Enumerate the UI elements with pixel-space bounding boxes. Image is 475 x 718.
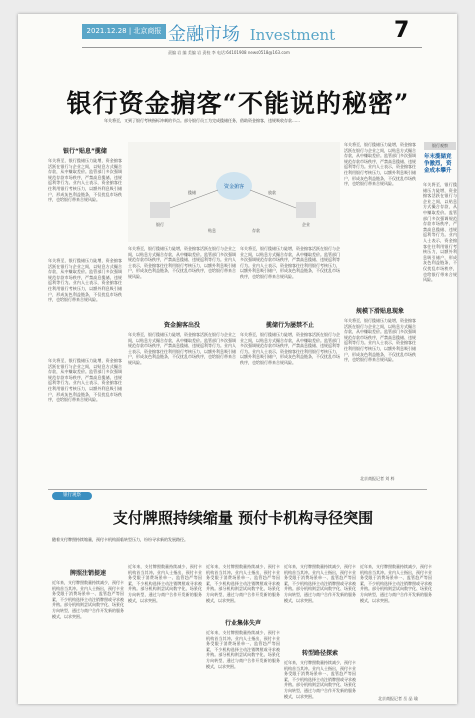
subhead-2: 资金掮客出没 bbox=[163, 322, 200, 329]
column-text: 年关将至，银行揽储压力陡增，资金掮客活跃在银行与企业之间，以贴息方式撮合存款，从中赚取差价。监管部门多次强调规范存款市场秩序，严禁高息揽储、违规返利等行为。业内人士表示，资金掮客往往利用银行考核压力，以额外利息吸引储户，形成灰色利益链条，不仅扰乱市场秩序，也给银行带来合规风险。 bbox=[48, 158, 122, 203]
subhead-b3: 转型路径探索 bbox=[301, 650, 338, 657]
illus-label: 企业 bbox=[302, 222, 310, 227]
illus-label: 存款 bbox=[252, 228, 260, 233]
sidebar-badge: 银行观察 bbox=[424, 142, 456, 150]
header-rule bbox=[82, 47, 422, 48]
column-text: 年关将至，银行揽储压力陡增，资金掮客活跃在银行与企业之间，以贴息方式撮合存款，从中赚取差价。监管部门多次强调规范存款市场秩序，严禁高息揽储、违规返利等行为。业内人士表示，资金掮客往往利用银行考核压力，以额外利息吸引储户，形成灰色利益链条，不仅扰乱市场秩序，也给银行带来合规风险。 bbox=[423, 182, 457, 283]
column-text: 近年来，支付牌照数量持续减少，预付卡机构首当其冲。业内人士指出，预付卡业务受限于消费场景单一、监管趋严等因素，不少机构选择主动注销牌照或寻求被并购。部分机构则尝试向数字化、场景化方向转型，通过与商户合作开发新的服务模式，以求突围。 bbox=[360, 564, 432, 603]
column-text: 年关将至，银行揽储压力陡增，资金掮客活跃在银行与企业之间，以贴息方式撮合存款，从中赚取差价。监管部门多次强调规范存款市场秩序，严禁高息揽储、违规返利等行为。业内人士表示，资金掮客往往利用银行考核压力，以额外利息吸引储户，形成灰色利益链条，不仅扰乱市场秩序，也给银行带来合规风险。 bbox=[128, 332, 236, 365]
column-text: 近年来，支付牌照数量持续减少，预付卡机构首当其冲。业内人士指出，预付卡业务受限于消费场景单一、监管趋严等因素，不少机构选择主动注销牌照或寻求被并购。部分机构则尝试向数字化、场景化方向转型，通过与商户合作开发新的服务模式，以求突围。 bbox=[206, 564, 280, 603]
main-byline: 北京商报记者 刘 梓 bbox=[360, 476, 395, 481]
bottom-column-3 bbox=[206, 564, 280, 704]
section-divider bbox=[48, 489, 427, 500]
editors-line: 责编 岩 编 美编 岩 责校 李 电话:64101908 news0518@163.com bbox=[168, 50, 290, 55]
page-header bbox=[18, 14, 457, 54]
newspaper-page bbox=[18, 14, 457, 704]
subhead-1: 银行“贴息”揽储 bbox=[63, 148, 107, 155]
column-text: 年关将至，银行揽储压力陡增，资金掮客活跃在银行与企业之间，以贴息方式撮合存款，从中赚取差价。监管部门多次强调规范存款市场秩序，严禁高息揽储、违规返利等行为。业内人士表示，资金掮客往往利用银行考核压力，以额外利息吸引储户，形成灰色利益链条，不仅扰乱市场秩序，也给银行带来合规风险。 bbox=[240, 246, 340, 279]
bank-node bbox=[150, 202, 170, 218]
bottom-column-5 bbox=[360, 564, 432, 704]
column-text: 近年来，支付牌照数量持续减少，预付卡机构首当其冲。业内人士指出，预付卡业务受限于消费场景单一、监管趋严等因素，不少机构选择主动注销牌照或寻求被并购。部分机构则尝试向数字化、场景化方向转型，通过与商户合作开发新的服务模式，以求突围。 bbox=[206, 630, 280, 669]
bottom-column-2 bbox=[128, 564, 202, 704]
column-text: 年关将至，银行揽储压力陡增，资金掮客活跃在银行与企业之间，以贴息方式撮合存款，从中赚取差价。监管部门多次强调规范存款市场秩序，严禁高息揽储、违规返利等行为。业内人士表示，资金掮客往往利用银行考核压力，以额外利息吸引储户，形成灰色利益链条，不仅扰乱市场秩序，也给银行带来合规风险。 bbox=[48, 358, 122, 403]
column-text: 年关将至，银行揽储压力陡增，资金掮客活跃在银行与企业之间，以贴息方式撮合存款，从中赚取差价。监管部门多次强调规范存款市场秩序，严禁高息揽储、违规返利等行为。业内人士表示，资金掮客往往利用银行考核压力，以额外利息吸引储户，形成灰色利益链条，不仅扰乱市场秩序，也给银行带来合规风险。 bbox=[128, 246, 236, 279]
section-title-cn: 金融市场 bbox=[168, 24, 240, 45]
column-text: 近年来，支付牌照数量持续减少，预付卡机构首当其冲。业内人士指出，预付卡业务受限于消费场景单一、监管趋严等因素，不少机构选择主动注销牌照或寻求被并购。部分机构则尝试向数字化、场景化方向转型，通过与商户合作开发新的服务模式，以求突围。 bbox=[52, 580, 124, 619]
main-column-2 bbox=[128, 246, 236, 478]
second-lead: 随着支付牌照持续缩量，预付卡机构面临转型压力，纷纷寻求新的发展路径。 bbox=[52, 537, 188, 542]
article-tag: 银行观察 bbox=[52, 492, 92, 500]
main-column-3 bbox=[240, 246, 340, 478]
column-text: 近年来，支付牌照数量持续减少，预付卡机构首当其冲。业内人士指出，预付卡业务受限于消费场景单一、监管趋严等因素，不少机构选择主动注销牌照或寻求被并购。部分机构则尝试向数字化、场景化方向转型，通过与商户合作开发新的服务模式，以求突围。 bbox=[128, 564, 202, 603]
main-column-4 bbox=[344, 142, 416, 478]
subhead-b1: 牌照注销提速 bbox=[69, 570, 106, 577]
illus-label: 放款 bbox=[268, 190, 276, 195]
main-lead: 年关将至，又到了银行考核指标冲刺的节点。部分银行员工为完成揽储任务，借助资金掮客，违规吸收存款…… bbox=[104, 118, 300, 123]
sidebar-title: 年末揽储竞争激烈，资金成本攀升 bbox=[424, 154, 452, 174]
column-text: 近年来，支付牌照数量持续减少，预付卡机构首当其冲。业内人士指出，预付卡业务受限于消费场景单一、监管趋严等因素，不少机构选择主动注销牌照或寻求被并购。部分机构则尝试向数字化、场景化方向转型，通过与商户合作开发新的服务模式，以求突围。 bbox=[284, 660, 356, 699]
second-byline: 北京商报记者 岳 品 瑜 bbox=[378, 696, 418, 701]
main-headline: 银行资金掮客“不能说的秘密” bbox=[66, 89, 410, 118]
column-text: 年关将至，银行揽储压力陡增，资金掮客活跃在银行与企业之间，以贴息方式撮合存款，从中赚取差价。监管部门多次强调规范存款市场秩序，严禁高息揽储、违规返利等行为。业内人士表示，资金掮客往往利用银行考核压力，以额外利息吸引储户，形成灰色利益链条，不仅扰乱市场秩序，也给银行带来合规风险。 bbox=[344, 318, 416, 363]
company-node bbox=[296, 202, 316, 218]
issue-date: 2021.12.28 | 北京商报 bbox=[82, 24, 166, 39]
main-column-1 bbox=[48, 142, 122, 478]
column-text: 年关将至，银行揽储压力陡增，资金掮客活跃在银行与企业之间，以贴息方式撮合存款，从中赚取差价。监管部门多次强调规范存款市场秩序，严禁高息揽储、违规返利等行为。业内人士表示，资金掮客往往利用银行考核压力，以额外利息吸引储户，形成灰色利益链条，不仅扰乱市场秩序，也给银行带来合规风险。 bbox=[240, 332, 340, 365]
illus-label: 揽储 bbox=[188, 190, 196, 195]
bottom-column-1 bbox=[52, 564, 124, 704]
section-title-en: Investment bbox=[249, 26, 336, 44]
subhead-b2: 行业集体失声 bbox=[224, 620, 261, 627]
bottom-column-4 bbox=[284, 564, 356, 704]
column-text: 近年来，支付牌照数量持续减少，预付卡机构首当其冲。业内人士指出，预付卡业务受限于消费场景单一、监管趋严等因素，不少机构选择主动注销牌照或寻求被并购。部分机构则尝试向数字化、场景化方向转型，通过与商户合作开发新的服务模式，以求突围。 bbox=[284, 564, 356, 603]
illus-label: 银行 bbox=[156, 222, 164, 227]
illustration-diagram bbox=[128, 142, 340, 242]
subhead-4: 规模下滑贴息现象 bbox=[355, 308, 404, 315]
second-headline: 支付牌照持续缩量 预付卡机构寻径突围 bbox=[112, 509, 374, 527]
illus-label: 贴息 bbox=[208, 228, 216, 233]
page-number: 7 bbox=[394, 18, 410, 43]
column-text: 年关将至，银行揽储压力陡增，资金掮客活跃在银行与企业之间，以贴息方式撮合存款，从中赚取差价。监管部门多次强调规范存款市场秩序，严禁高息揽储、违规返利等行为。业内人士表示，资金掮客往往利用银行考核压力，以额外利息吸引储户，形成灰色利益链条，不仅扰乱市场秩序，也给银行带来合规风险。 bbox=[344, 142, 416, 187]
illus-label: 资金掮客 bbox=[223, 184, 245, 190]
sidebar-column bbox=[423, 182, 457, 478]
column-text: 年关将至，银行揽储压力陡增，资金掮客活跃在银行与企业之间，以贴息方式撮合存款，从中赚取差价。监管部门多次强调规范存款市场秩序，严禁高息揽储、违规返利等行为。业内人士表示，资金掮客往往利用银行考核压力，以额外利息吸引储户，形成灰色利益链条，不仅扰乱市场秩序，也给银行带来合规风险。 bbox=[48, 258, 122, 303]
subhead-3: 揽储行为屡禁不止 bbox=[265, 322, 314, 329]
section-title bbox=[168, 20, 335, 46]
